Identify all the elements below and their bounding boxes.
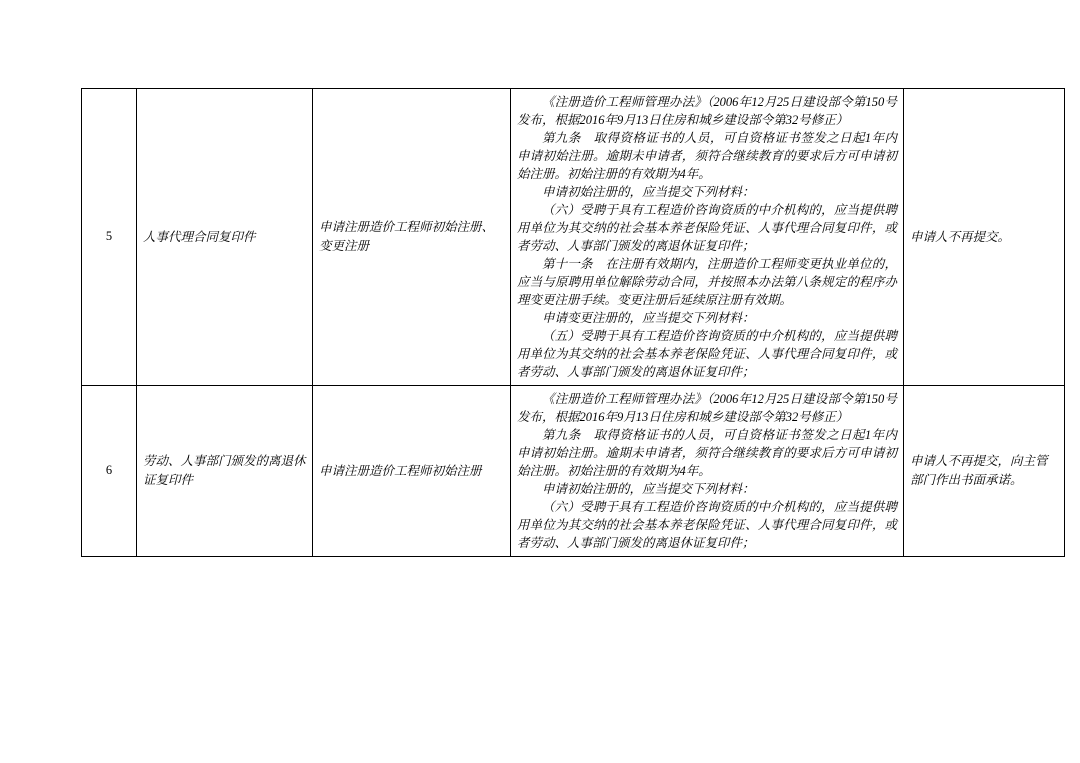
material-cell (137, 89, 313, 386)
basis-paragraph: 第十一条 在注册有效期内，注册造价工程师变更执业单位的，应当与原聘用单位解除劳动合同，并按照本办法第八条规定的程序办理变更注册手续。变更注册后延续原注册有效期。 (517, 257, 897, 307)
basis-paragraph: （五）受聘于具有工程造价咨询资质的中介机构的，应当提供聘用单位为其交纳的社会基本养老保险凭证、人事代理合同复印件，或者劳动、人事部门颁发的离退休证复印件； (517, 329, 897, 379)
material-name: 劳动、人事部门颁发的离退休证复印件 (143, 454, 306, 487)
basis-paragraph: 申请初始注册的，应当提交下列材料： (542, 482, 755, 496)
requirements-table (81, 88, 1065, 557)
item-name: 申请注册造价工程师初始注册 (319, 463, 482, 478)
table-row (82, 386, 1065, 557)
item-cell (313, 89, 511, 386)
basis-paragraph: （六）受聘于具有工程造价咨询资质的中介机构的，应当提供聘用单位为其交纳的社会基本养老保险凭证、人事代理合同复印件，或者劳动、人事部门颁发的离退休证复印件； (517, 203, 897, 253)
basis-paragraph: 《注册造价工程师管理办法》（2006年12月25日建设部令第150号发布，根据2016年9月13日住房和城乡建设部令第32号修正） (517, 95, 897, 127)
basis-paragraph: 《注册造价工程师管理办法》（2006年12月25日建设部令第150号发布，根据2016年9月13日住房和城乡建设部令第32号修正） (517, 392, 897, 424)
legal-basis-cell (511, 386, 904, 557)
item-cell (313, 386, 511, 557)
basis-paragraph: 第九条 取得资格证书的人员，可自资格证书签发之日起1年内申请初始注册。逾期未申请者，须符合继续教育的要求后方可申请初始注册。初始注册的有效期为4年。 (517, 131, 897, 181)
row-number: 5 (105, 229, 113, 244)
basis-paragraph: 申请变更注册的，应当提交下列材料： (542, 311, 755, 325)
row-number-cell (82, 386, 137, 557)
basis-paragraph: （六）受聘于具有工程造价咨询资质的中介机构的，应当提供聘用单位为其交纳的社会基本养老保险凭证、人事代理合同复印件，或者劳动、人事部门颁发的离退休证复印件； (517, 500, 897, 550)
note-cell (904, 89, 1065, 386)
row-number-cell (82, 89, 137, 386)
row-number: 6 (105, 463, 113, 478)
legal-basis-cell (511, 89, 904, 386)
note-text: 申请人不再提交。 (910, 229, 1011, 244)
basis-paragraph: 第九条 取得资格证书的人员，可自资格证书签发之日起1年内申请初始注册。逾期未申请者，须符合继续教育的要求后方可申请初始注册。初始注册的有效期为4年。 (517, 428, 897, 478)
material-cell (137, 386, 313, 557)
material-name: 人事代理合同复印件 (143, 229, 256, 244)
item-name: 申请注册造价工程师初始注册、变更注册 (319, 220, 495, 253)
note-text: 申请人不再提交，向主管部门作出书面承诺。 (910, 454, 1048, 487)
note-cell (904, 386, 1065, 557)
table-row (82, 89, 1065, 386)
basis-paragraph: 申请初始注册的，应当提交下列材料： (542, 185, 755, 199)
